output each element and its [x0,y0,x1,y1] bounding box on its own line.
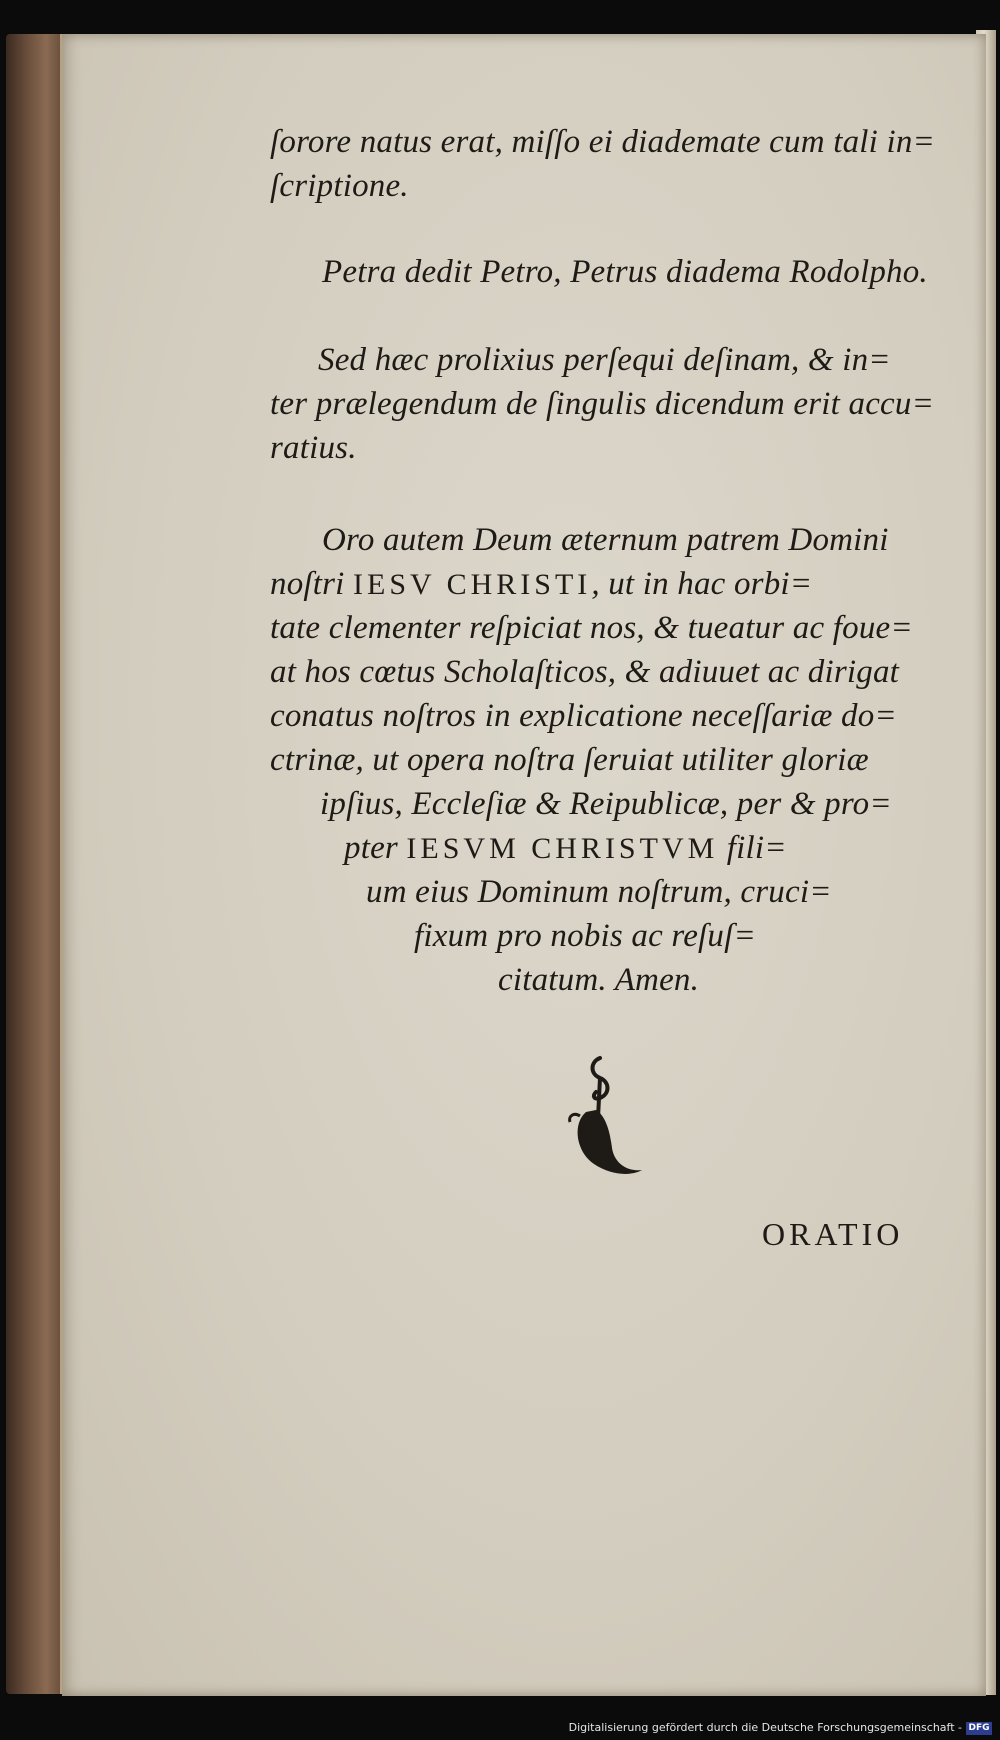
text-line-14 [344,826,787,871]
catchword: ORATIO [762,1216,904,1252]
text-line-7: Oro autem Deum æternum patrem Domini [322,522,889,558]
text-line-16: fixum pro nobis ac reſuſ= [414,918,756,954]
leaf-ornament-icon [556,1052,646,1192]
text-line-9: tate clementer reſpiciat nos, & tueatur ac foue= [270,610,913,646]
text-line-1: ſorore natus erat, miſſo ei diademate cum tali in= [270,124,936,160]
text-line-3: Petra dedit Petro, Petrus diadema Rodolpho. [322,254,928,290]
text-line-8-end: , ut in hac orbi= [591,566,813,602]
text-line-17: citatum. Amen. [498,962,700,998]
text-line-15: um eius Dominum noſtrum, cruci= [366,874,832,910]
text-line-12: ctrinæ, ut opera noſtra ſeruiat utiliter gloriæ [270,742,869,778]
text-line-10: at hos cœtus Scholaſticos, & adiuuet ac dirigat [270,654,900,690]
text-line-6: ratius. [270,430,357,466]
text-line-2: ſcriptione. [270,168,409,204]
footer-bar [0,1710,1000,1740]
text-line-11: conatus noſtros in explicatione neceſſariæ do= [270,698,897,734]
text-line-8 [270,562,812,607]
text-line-14-end: fili= [718,830,787,866]
digitization-credit: Digitalisierung gefördert durch die Deutsche Forschungsgemeinschaft - [568,1721,962,1734]
text-line-14-caps: IESVM CHRISTVM [406,832,719,865]
book-binding-edge [6,34,68,1694]
text-line-8-start: noſtri [270,566,353,602]
text-line-13: ipſius, Eccleſiæ & Reipublicæ, per & pro= [320,786,892,822]
dfg-logo-icon: DFG [966,1722,992,1735]
text-line-4: Sed hæc prolixius perſequi deſinam, & in= [318,342,891,378]
text-line-14-start: pter [344,830,407,866]
text-line-5: ter prælegendum de ſingulis dicendum erit accu= [270,386,935,422]
text-line-8-caps: IESV CHRISTI [353,568,592,601]
